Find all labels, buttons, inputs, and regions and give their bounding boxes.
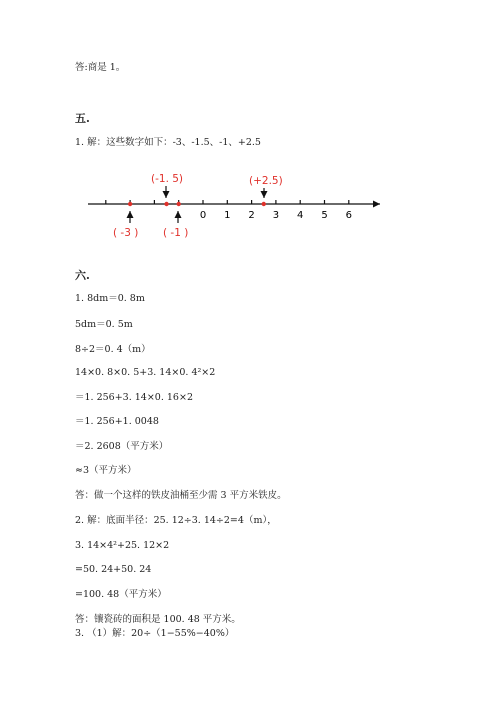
number-line-ticks [106, 200, 349, 204]
number-line-tick-label: 6 [345, 210, 352, 221]
section-6-line-13: =100. 48（平方米） [75, 589, 167, 600]
section-6-line-15: 3. （1）解：20÷（1−55%−40%） [75, 628, 235, 639]
number-line [0, 160, 500, 250]
section-6-line-2: 5dm＝0. 5m [75, 319, 133, 330]
section-6-line-12: =50. 24+50. 24 [75, 564, 152, 575]
section-5-heading: 五. [75, 112, 90, 125]
section-6-heading: 六. [75, 269, 90, 282]
label-pos-2-5: (+2.5) [249, 175, 283, 187]
label-neg-3: ( -3 ) [113, 227, 139, 239]
section-6-line-14: 答：镶瓷砖的面积是 100. 48 平方米。 [75, 614, 241, 625]
number-line-point [128, 202, 132, 206]
section-6-line-8: ≈3（平方米） [75, 465, 137, 476]
section-6-line-6: ＝1. 256+1. 0048 [75, 416, 159, 427]
number-line-point [262, 202, 266, 206]
number-line-tick-label: 1 [224, 210, 231, 221]
section-6-line-3: 8÷2＝0. 4（m） [75, 344, 151, 355]
number-line-tick-label: 0 [199, 210, 207, 221]
number-line-tick-labels [200, 210, 352, 221]
section-6-line-9: 答：做一个这样的铁皮油桶至少需 3 平方米铁皮。 [75, 490, 287, 501]
number-line-tick-label: 2 [248, 210, 255, 221]
section-6-line-5: ＝1. 256+3. 14×0. 16×2 [75, 392, 193, 403]
section-5-q1: 1. 解：这些数字如下：-3、-1.5、-1、+2.5 [75, 137, 261, 148]
section-6-line-1: 1. 8dm＝0. 8m [75, 293, 145, 304]
label-neg-1-5: (-1. 5) [151, 173, 184, 185]
number-line-tick-label: 5 [321, 210, 328, 221]
number-line-tick-label: 4 [297, 210, 304, 221]
number-line-point [164, 202, 168, 206]
section-6-line-4: 14×0. 8×0. 5+3. 14×0. 4²×2 [75, 367, 216, 378]
label-neg-1: ( -1 ) [163, 227, 189, 239]
number-line-point [177, 202, 181, 206]
section-6-line-7: ＝2. 2608（平方米） [75, 441, 169, 452]
section-6-line-10: 2. 解：底面半径：25. 12÷3. 14÷2=4（m）， [75, 515, 277, 526]
number-line-tick-label: 3 [272, 210, 280, 221]
top-answer: 答:商是 1。 [75, 62, 126, 73]
section-6-line-11: 3. 14×4²+25. 12×2 [75, 540, 170, 551]
